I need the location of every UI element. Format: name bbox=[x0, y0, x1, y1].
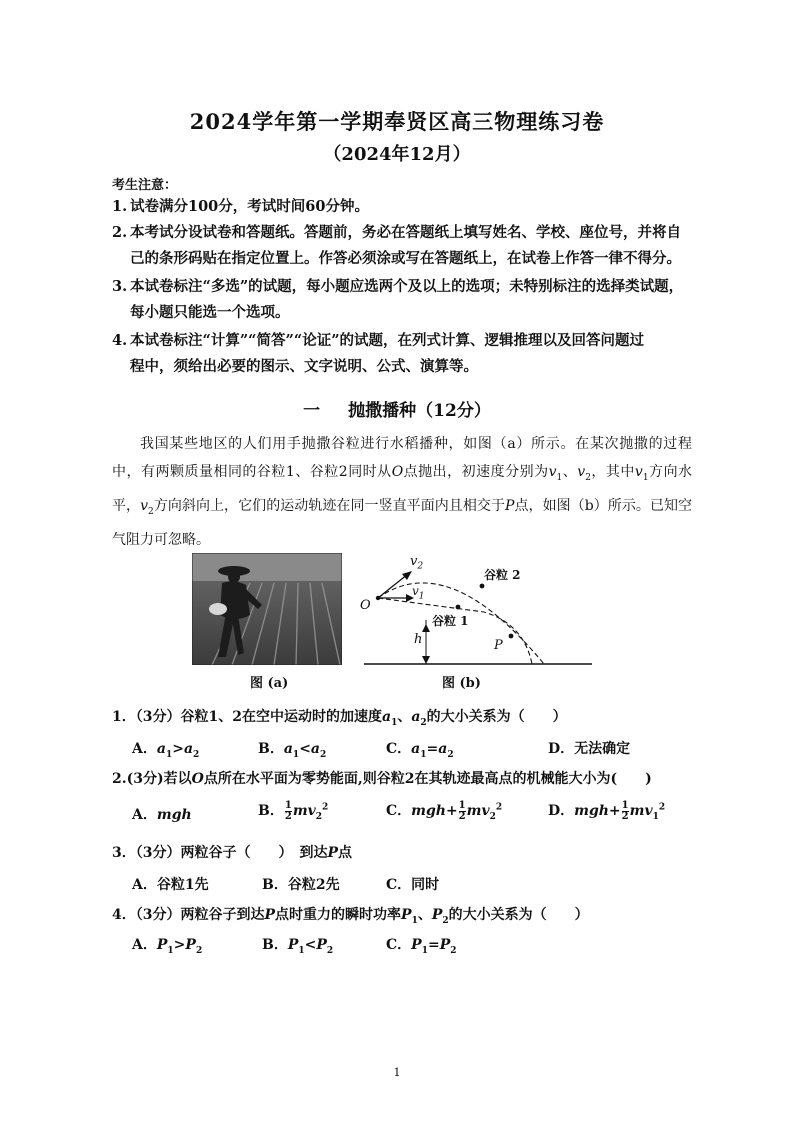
q2-option-a[interactable]: A．mgh bbox=[132, 807, 192, 823]
notice-item-1: 1. 试卷满分100分，考试时间60分钟。 bbox=[112, 198, 369, 215]
farmer-sowing-image bbox=[192, 553, 342, 665]
grain-2-dot bbox=[480, 584, 485, 589]
trajectory-grain-1 bbox=[378, 598, 532, 664]
q4-option-a[interactable]: A．$P_1>P_2$ bbox=[132, 937, 203, 956]
q4-option-c[interactable]: C．$P_1=P_2$ bbox=[386, 937, 457, 956]
page-subtitle: （2024年12月） bbox=[323, 144, 471, 165]
q1-option-c[interactable]: C．$a_1=a_2$ bbox=[386, 741, 454, 760]
h-label: h bbox=[414, 632, 423, 647]
q3-option-b[interactable]: B．谷粒2先 bbox=[262, 877, 340, 893]
O-label: O bbox=[360, 598, 371, 613]
page-title: 2024学年第一学期奉贤区高三物理练习卷 bbox=[189, 109, 605, 134]
notice-heading: 考生注意： bbox=[112, 178, 178, 193]
figure-b-caption: 图 (b) bbox=[442, 676, 481, 691]
q4-option-b[interactable]: B．$P_1<P_2$ bbox=[262, 937, 334, 956]
q2-option-b[interactable]: B． $\frac{1}{2}$ $mv_2^2$ bbox=[258, 799, 329, 822]
intro-paragraph: 我国某些地区的人们用手抛撒谷粒进行水稻播种，如图（a）所示。在某次抛撒的过程中，有两颗质量相同的谷粒1、谷粒2同时从O点抛出，初速度分别为$v_1$、$v_2$，其中$v_1$方向水平，$v_2$方向斜向上，它们的运动轨迹在同一竖直平面内且相交于P点，如图（b）所示。已知空气阻力可忽略。 bbox=[112, 436, 693, 548]
grain-1-label: 谷粒 1 bbox=[432, 614, 469, 628]
grain-2-label: 谷粒 2 bbox=[484, 568, 521, 582]
q1-option-b[interactable]: B．$a_1<a_2$ bbox=[258, 741, 327, 760]
figure-b-diagram bbox=[356, 552, 596, 670]
point-P bbox=[509, 634, 514, 639]
q2-option-c[interactable]: C．mgh+ $\frac{1}{2}$ $mv_2^2$ bbox=[386, 799, 503, 822]
height-arrow-down bbox=[422, 656, 430, 664]
notice-item-3: 3. 本试卷标注“多选”的试题，每小题应选两个及以上的选项；未特别标注的选择类试题， 每小题只能选一个选项。 bbox=[112, 278, 684, 321]
question-4: 4．（3分）两粒谷子到达P点时重力的瞬时功率$P_1$、$P_2$的大小关系为（ ） bbox=[112, 907, 589, 926]
v1-label: $v_1$ bbox=[412, 584, 425, 602]
section-heading: 一 抛撒播种（12分） bbox=[303, 401, 491, 421]
q2-option-d[interactable]: D．mgh+ $\frac{1}{2}$ $mv_1^2$ bbox=[548, 799, 666, 822]
page-number: 1 bbox=[393, 1066, 401, 1079]
point-O bbox=[376, 596, 380, 600]
height-arrow-up bbox=[422, 624, 430, 632]
trajectory-diagram bbox=[356, 552, 596, 670]
notice-item-4: 4. 本试卷标注“计算”“简答”“论证”的试题，在列式计算、逻辑推理以及回答问题过 程中，须给出必要的图示、文字说明、公式、演算等。 bbox=[112, 332, 645, 375]
question-3: 3．（3分）两粒谷子（ ） 到达P点 bbox=[112, 845, 353, 861]
q3-option-a[interactable]: A．谷粒1先 bbox=[132, 877, 209, 893]
figure-a-caption: 图 (a) bbox=[250, 676, 289, 691]
figure-a-photo bbox=[192, 553, 342, 665]
q3-option-c[interactable]: C．同时 bbox=[386, 877, 440, 893]
question-2: 2.(3分)若以O点所在水平面为零势能面,则谷粒2在其轨迹最高点的机械能大小为( ) bbox=[112, 771, 652, 787]
P-label: P bbox=[494, 638, 503, 653]
notice-item-2: 2. 本考试分设试卷和答题纸。答题前，务必在答题纸上填写姓名、学校、座位号，并将自 己的条形码贴在指定位置上。作答必须涂或写在答题纸上，在试卷上作答一律不得分。 bbox=[112, 224, 681, 267]
v2-label: $v_2$ bbox=[410, 554, 424, 572]
q1-option-a[interactable]: A．$a_1>a_2$ bbox=[132, 741, 200, 760]
question-1: 1．（3分）谷粒1、2在空中运动时的加速度$a_1$、$a_2$的大小关系为（ ） bbox=[112, 709, 567, 728]
grain-1-dot bbox=[456, 605, 461, 610]
q1-option-d[interactable]: D．无法确定 bbox=[548, 741, 631, 757]
